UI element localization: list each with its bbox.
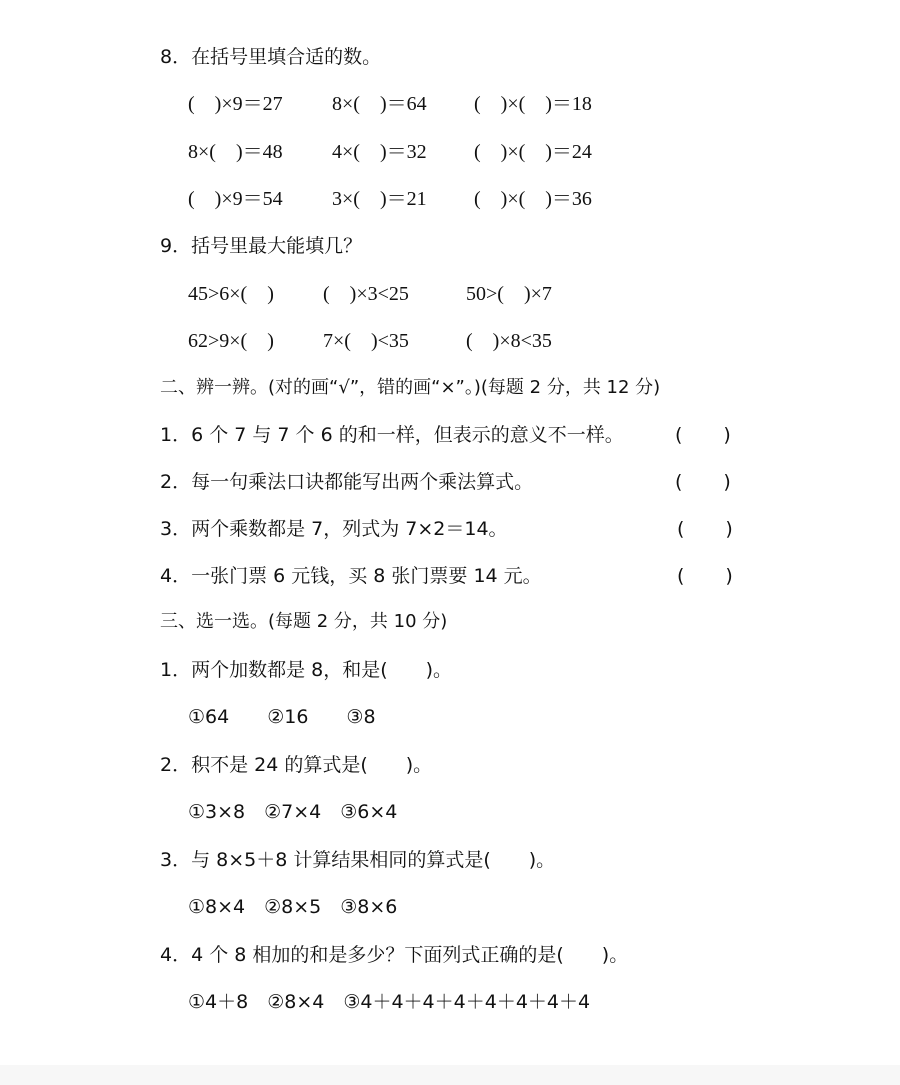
judge-statement: 1．6 个 7 与 7 个 6 的和一样，但表示的意义不一样。 (160, 424, 624, 446)
choice-options[interactable]: ①64 ②16 ③8 (188, 706, 376, 728)
q8-expression: 8×( )＝48 (188, 141, 283, 163)
page-bottom-edge (0, 1065, 900, 1085)
choice-options[interactable]: ①8×4 ②8×5 ③8×6 (188, 896, 398, 918)
choice-options[interactable]: ①3×8 ②7×4 ③6×4 (188, 801, 398, 823)
choice-question-text: 1．两个加数都是 8，和是( )。 (160, 659, 453, 681)
q8-expression: ( )×9＝54 (188, 188, 283, 210)
question-9-title: 9．括号里最大能填几？ (160, 235, 363, 257)
section-2-heading: 二、辨一辨。(对的画“√”，错的画“×”。)(每题 2 分，共 12 分) (160, 377, 661, 398)
q8-expression: ( )×( )＝36 (474, 188, 592, 210)
q9-expression: 45>6×( ) (188, 283, 274, 305)
question-8-title: 8．在括号里填合适的数。 (160, 46, 382, 68)
choice-question-text: 4．4 个 8 相加的和是多少？下面列式正确的是( )。 (160, 944, 629, 966)
answer-blank[interactable]: ( ) (675, 471, 732, 493)
answer-blank[interactable]: ( ) (677, 518, 734, 540)
section-3-heading: 三、选一选。(每题 2 分，共 10 分) (160, 611, 448, 632)
choice-options[interactable]: ①4＋8 ②8×4 ③4＋4＋4＋4＋4＋4＋4＋4 (188, 991, 591, 1013)
judge-statement: 3．两个乘数都是 7，列式为 7×2＝14。 (160, 518, 508, 540)
q8-expression: ( )×( )＝18 (474, 93, 592, 115)
answer-blank[interactable]: ( ) (675, 424, 732, 446)
q8-expression: 4×( )＝32 (332, 141, 427, 163)
q9-expression: 50>( )×7 (466, 283, 552, 305)
q9-expression: 62>9×( ) (188, 330, 274, 352)
q9-expression: 7×( )<35 (323, 330, 409, 352)
judge-statement: 2．每一句乘法口诀都能写出两个乘法算式。 (160, 471, 534, 493)
q8-expression: 8×( )＝64 (332, 93, 427, 115)
answer-blank[interactable]: ( ) (677, 565, 734, 587)
q8-expression: ( )×( )＝24 (474, 141, 592, 163)
q8-expression: ( )×9＝27 (188, 93, 283, 115)
choice-question-text: 3．与 8×5＋8 计算结果相同的算式是( )。 (160, 849, 556, 871)
choice-question-text: 2．积不是 24 的算式是( )。 (160, 754, 433, 776)
q9-expression: ( )×8<35 (466, 330, 552, 352)
q8-expression: 3×( )＝21 (332, 188, 427, 210)
q9-expression: ( )×3<25 (323, 283, 409, 305)
judge-statement: 4．一张门票 6 元钱，买 8 张门票要 14 元。 (160, 565, 542, 587)
